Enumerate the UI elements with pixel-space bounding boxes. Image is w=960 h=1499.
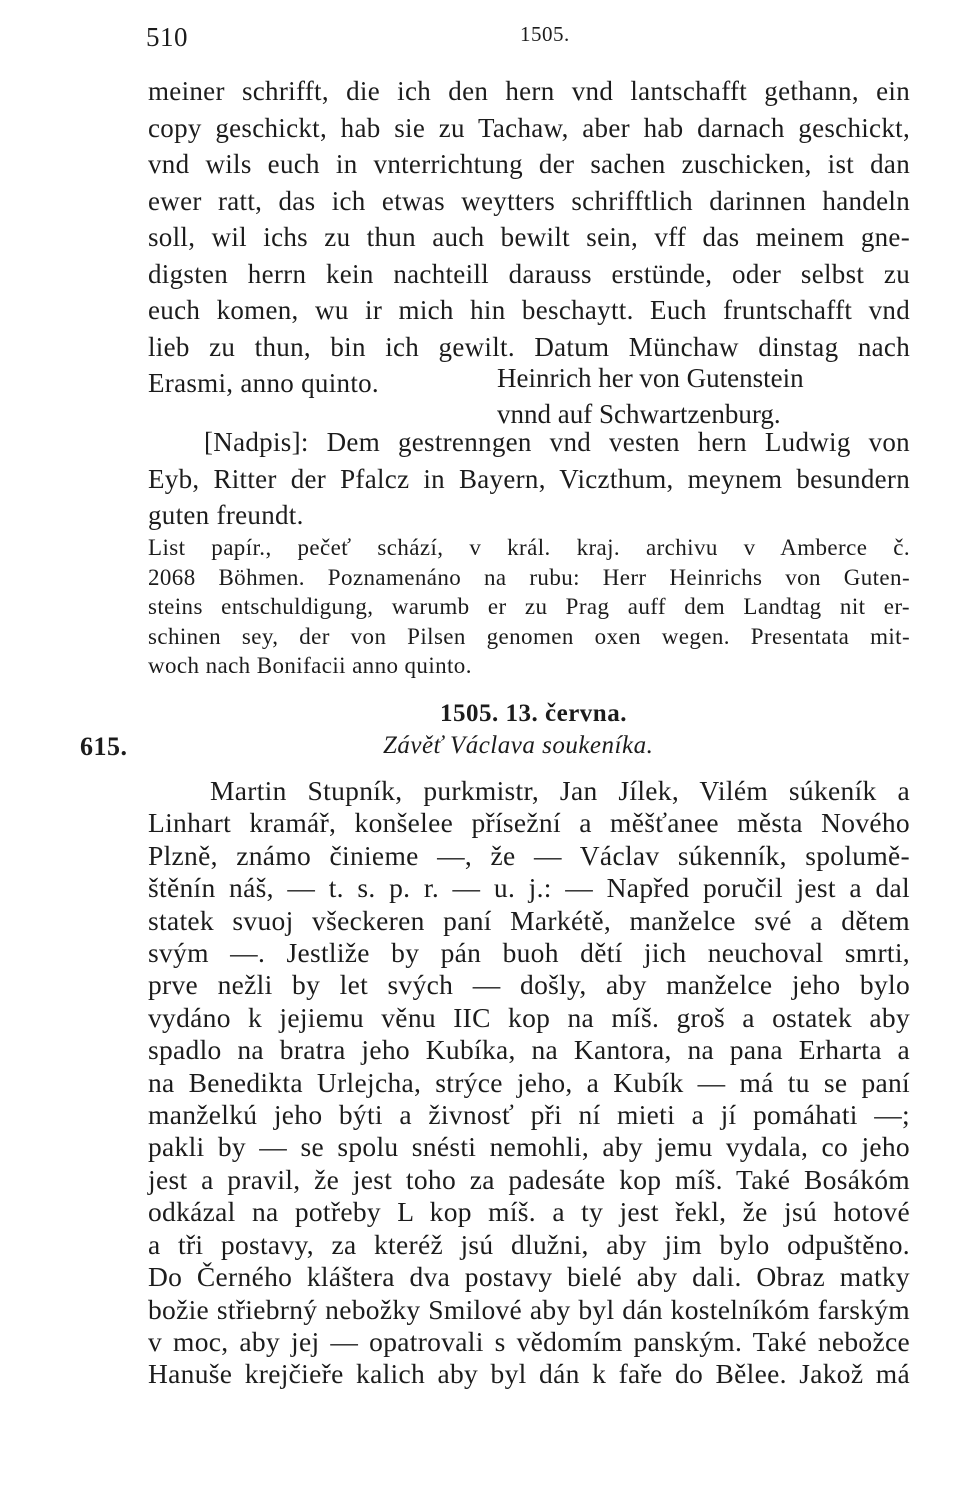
address-line: guten freundt. bbox=[148, 500, 304, 530]
body-line: jest a pravil, že jest toho za padesáte kop míš. Také Bosákóm bbox=[148, 1163, 910, 1195]
signature-line: vnnd auf Schwartzenburg. bbox=[497, 399, 781, 429]
body-line: na Benedikta Urlejcha, strýce jeho, a Kubík — má tu se paní bbox=[148, 1066, 910, 1098]
address-line: Eyb, Ritter der Pfalcz in Bayern, Viczthum, meynem besundern bbox=[148, 463, 910, 494]
body-line: prve nežli by let svých — došly, aby manželce jeho bylo bbox=[148, 969, 910, 1001]
body-line: svým —. Jestliže by pán buoh dětí jich neuchoval smrti, bbox=[148, 937, 910, 969]
body-line: Martin Stupník, purkmistr, Jan Jílek, Vilém súkeník a bbox=[210, 775, 910, 806]
body-line: pakli by — se spolu snésti nemohli, aby jemu vydala, co jeho bbox=[148, 1131, 910, 1163]
entry-number: 615. bbox=[80, 732, 128, 761]
letter-line: vnd wils euch in vnterrichtung der sachen zuschicken, ist dan bbox=[148, 149, 910, 179]
letter-line: copy geschickt, hab sie zu Tachaw, aber hab darnach geschickt, bbox=[148, 112, 910, 143]
letter-line: meiner schrifft, die ich den hern vnd lantschafft gethann, ein bbox=[148, 76, 910, 106]
entry-date: 1505. 13. června. bbox=[440, 700, 627, 727]
note-line: steins entschuldigung, warumb er zu Prag auff dem Landtag nit er- bbox=[148, 594, 910, 619]
letter-text bbox=[148, 73, 910, 402]
letter-signature bbox=[497, 360, 804, 432]
body-line: statek svuoj všeckeren paní Markétě, manželce své a dětem bbox=[148, 904, 910, 936]
letter-line: lieb zu thun, bin ich gewilt. Datum Münchaw dinstag nach bbox=[148, 331, 910, 362]
letter-line: Erasmi, anno quinto. bbox=[148, 368, 379, 398]
signature-line: Heinrich her von Gutenstein bbox=[497, 363, 804, 393]
note-line: woch nach Bonifacii anno quinto. bbox=[148, 653, 472, 678]
letter-line: soll, wil ichs zu thun auch bewilt sein, vff das meinem gne- bbox=[148, 222, 910, 252]
body-line: štěnín náš, — t. s. p. r. — u. j.: — Napřed poručil jest a dal bbox=[148, 872, 910, 904]
body-line: Linhart kramář, konšelee přísežní a měšťanee města Nového bbox=[148, 807, 910, 839]
body-line: Do Černého kláštera dva postavy bielé aby dali. Obraz matky bbox=[148, 1261, 910, 1293]
body-line: v moc, aby jej — opatrovali s vědomím panským. Také nebožce bbox=[148, 1325, 910, 1357]
entry-title: Závěť Václava soukeníka. bbox=[383, 732, 654, 759]
address-line: [Nadpis]: Dem gestrenngen vnd vesten hern Ludwig von bbox=[204, 427, 910, 457]
body-line: Plzně, známo činieme —, že — Václav súkenník, spolumě- bbox=[148, 839, 910, 871]
body-line: odkázal na potřeby L kop míš. a ty jest řekl, že jsú hotové bbox=[148, 1196, 910, 1228]
note-line: schinen sey, der von Pilsen genomen oxen wegen. Presentata mit- bbox=[148, 623, 910, 649]
letter-address bbox=[148, 424, 910, 534]
archival-note bbox=[148, 533, 910, 681]
body-line: Hanuše krejčieře kalich aby byl dán k faře do Bělee. Jakož má bbox=[148, 1358, 910, 1390]
note-line: List papír., pečeť schází, v král. kraj. archivu v Amberce č. bbox=[148, 535, 910, 560]
letter-line: digsten herrn kein nachteill darauss erstünde, oder selbst zu bbox=[148, 258, 910, 289]
running-header-year: 1505. bbox=[520, 22, 570, 46]
entry-body bbox=[148, 775, 910, 1391]
page-number: 510 bbox=[146, 22, 188, 52]
note-line: 2068 Böhmen. Poznamenáno na rubu: Herr Heinrichs von Guten- bbox=[148, 564, 910, 590]
letter-line: euch komen, wu ir mich hin beschaytt. Euch fruntschafft vnd bbox=[148, 295, 910, 325]
body-line: božie střiebrný nebožky Smilové aby byl dán kostelníkóm farským bbox=[148, 1293, 910, 1325]
body-line: manželkú jeho býti a živnosť při ní mieti a jí pomáhati —; bbox=[148, 1099, 910, 1131]
body-line: a tři postavy, za kteréž jsú dlužni, aby jim bylo odpuštěno. bbox=[148, 1228, 910, 1260]
body-line: vydáno k jejiemu věnu IIC kop na míš. groš a ostatek aby bbox=[148, 1001, 910, 1033]
body-line: spadlo na bratra jeho Kubíka, na Kantora, na pana Erharta a bbox=[148, 1034, 910, 1066]
letter-line: ewer ratt, das ich etwas weytters schrifftlich darinnen handeln bbox=[148, 185, 910, 216]
